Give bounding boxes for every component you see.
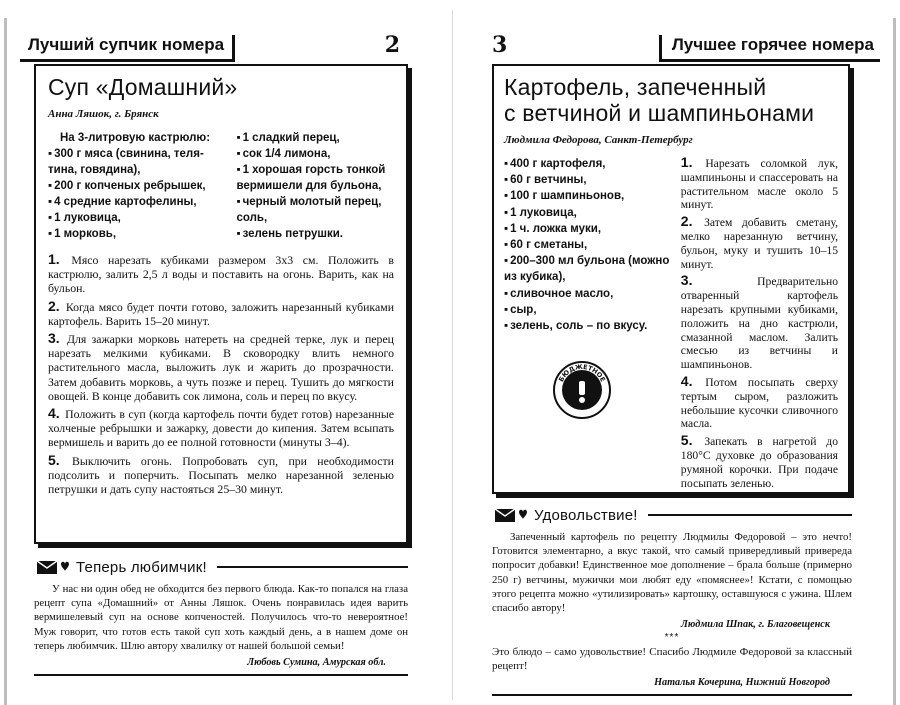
ingredient-item: ▪ сыр, — [504, 302, 675, 318]
recipe-body — [504, 156, 838, 493]
letter-text: Запеченный картофель по рецепту Людмилы Федоровой – это нечто! Готовится элементарно, а вкус такой, что самый привередливый привереда попросит добавки! Единственное мое дополнение – брала больше (примерно 250 г) ветчины, мужички мои любят еду «помяснее»! Кстати, с помощью этого рецепта можно «утилизировать» картошку, оставшуюся с ужина. Шлем спасибо автору! — [492, 531, 852, 615]
recipe-title-line-2: с ветчиной и шампиньонами — [504, 100, 815, 126]
recipe-title: Суп «Домашний» — [48, 74, 238, 100]
ingredient-item: ▪ 100 г шампиньонов, — [504, 188, 675, 204]
ingredient-item: ▪ 400 г картофеля, — [504, 156, 675, 172]
letter-signature: Любовь Сумина, Амурская обл. — [247, 657, 386, 669]
letter-title: Удовольствие! — [534, 506, 638, 524]
ingredient-item: ▪ зелень петрушки. — [236, 226, 394, 242]
right-page — [492, 28, 880, 700]
ingredient-item: ▪ черный молотый перец, соль, — [236, 194, 394, 226]
recipe-steps — [48, 252, 394, 496]
section-title: Лучшее горячее номера — [659, 35, 880, 62]
ingredient-item: ▪ 1 хорошая горсть тонкой вермишели для бульона, — [236, 162, 394, 194]
ingredient-item: ▪ 60 г сметаны, — [504, 237, 675, 253]
step-text: Нарезать соломкой лук, шампиньоны и спассеровать на растительном масле около 5 минут. — [680, 157, 838, 212]
recipe-step — [48, 331, 394, 403]
ingredient-item: ▪ сок 1/4 лимона, — [236, 146, 394, 162]
ingredients-column-1 — [48, 130, 230, 242]
recipe-step — [48, 406, 394, 450]
step-text: Положить в суп (когда картофель почти будет готов) нарезанные холченые ребрышки и зажарку, довести до кипения. Затем всыпать вермишель и варить до ее полной готовности (минуты 3–4). — [48, 407, 394, 450]
ingredient-item: ▪ зелень, соль – по вкусу. — [504, 318, 675, 334]
left-running-header — [20, 28, 410, 62]
section-title: Лучший супчик номера — [20, 35, 235, 62]
letter-header — [492, 506, 852, 524]
letter-signature: Людмила Шпак, г. Благовещенск — [680, 619, 830, 631]
letter-signature-2: Наталья Кочерина, Нижний Новгород — [654, 677, 830, 689]
step-number: 4. — [680, 372, 693, 389]
envelope-heart-icon — [492, 506, 528, 524]
ingredients-intro: На 3-литровую кастрюлю: — [60, 132, 211, 144]
step-number: 5. — [680, 432, 693, 449]
step-number: 3. — [680, 272, 693, 289]
left-edge-shadow — [4, 18, 7, 705]
step-number: 3. — [48, 330, 60, 347]
letter-bottom-rule — [34, 674, 408, 676]
recipe-step — [48, 252, 394, 296]
recipe-steps — [681, 156, 838, 493]
ingredients — [504, 156, 675, 493]
ingredient-item: ▪ 200–300 мл бульона (можно из кубика), — [504, 253, 675, 285]
step-text: Предварительно отваренный картофель нарезать крупными кубиками, положить на дно кастрюли, смазанной маслом. Залить смесью из ветчины и шампиньонов. — [680, 275, 838, 372]
left-page — [20, 28, 410, 700]
letter-title: Теперь любимчик! — [76, 558, 207, 576]
envelope-heart-icon — [34, 558, 70, 576]
potato-recipe-box — [492, 64, 850, 494]
ingredient-item: ▪ 60 г ветчины, — [504, 172, 675, 188]
letter-header — [34, 558, 408, 576]
soup-recipe-box — [34, 64, 408, 544]
recipe-author: Анна Ляшок, г. Брянск — [48, 108, 159, 120]
budget-badge-icon — [552, 360, 612, 420]
ingredients — [48, 130, 394, 242]
step-text: Запекать в нагретой до 180°С духовке до образования румяной корочки. При подаче посыпать зеленью. — [680, 435, 838, 490]
page-number: 3 — [492, 32, 508, 58]
letter-title-rule — [648, 514, 852, 516]
letter-text: У нас ни один обед не обходится без первого блюда. Как-то попался на глаза рецепт супа «Домашний» от Анны Ляшок. Очень понравилась идея варить вермишелевый суп на основе копченостей. Получилось что-то невероятное! Муж говорит, что готов есть такой суп хоть каждый день, а в нашем доме он теперь любимчик. Шлю автору хвалилку от нашей большой семьи! — [34, 583, 408, 652]
step-text: Мясо нарезать кубиками размером 3х3 см. Положить в кастрюлю, залить 2,5 л воды и поставить на огонь. Варить, как на бульон. — [48, 253, 394, 296]
ingredient-item: ▪ 300 г мяса (свинина, теля-тина, говядина), — [48, 146, 230, 178]
step-number: 1. — [680, 154, 693, 170]
step-text: Затем добавить сметану, мелко нарезанную ветчину, бульон, муку и тушить 10–15 минут. — [680, 216, 838, 271]
letter-bottom-rule — [492, 694, 852, 696]
reader-letter — [492, 506, 852, 696]
step-number: 1. — [48, 251, 60, 267]
ingredient-item: ▪ 1 морковь, — [48, 226, 230, 242]
reader-letter — [34, 558, 408, 676]
letter-title-rule — [217, 566, 408, 568]
right-edge-shadow — [893, 18, 896, 705]
recipe-step — [680, 372, 838, 431]
step-number: 2. — [680, 213, 693, 230]
step-text: Потом посыпать сверху тертым сыром, разложить небольшие кусочки сливочного масла. — [680, 375, 838, 431]
step-text: Выключить огонь. Попробовать суп, при необходимости подсолить и поперчить. Посыпать мелко нарезанной зеленью петрушки и дать супу настояться 25–30 минут. — [48, 453, 394, 497]
recipe-step — [681, 274, 838, 372]
spine-fold — [452, 10, 453, 700]
step-text: Для зажарки морковь натереть на средней терке, лук и перец нарезать мелкими кубиками. В сковородку влить немного растительного масла, выложить лук и жарить до прозрачности. Затем добавить морковь, а чуть позже и перец. Тушить до мягкости овощей. В конце добавить сок лимона, соль и перец по вкусу. — [48, 332, 394, 403]
recipe-title-line-1: Картофель, запеченный — [504, 74, 767, 100]
ingredient-item: ▪ 1 луковица, — [504, 205, 675, 221]
recipe-author: Людмила Федорова, Санкт-Петербург — [504, 134, 693, 146]
step-number: 4. — [48, 405, 60, 422]
separator-stars: *** — [664, 632, 680, 644]
recipe-step — [681, 215, 838, 271]
step-number: 2. — [48, 297, 60, 314]
ingredient-item: ▪ 1 луковица, — [48, 210, 230, 226]
page-number: 2 — [384, 32, 400, 58]
recipe-step — [681, 156, 838, 212]
ingredients-column-2 — [230, 130, 394, 242]
badge-text: БЮДЖЕТНОЕ — [557, 362, 607, 384]
ingredient-item: ▪ сливочное масло, — [504, 286, 675, 302]
recipe-title — [504, 74, 838, 126]
step-text: Когда мясо будет почти готово, заложить нарезанный кубиками картофель. Варить 15–20 минут. — [48, 299, 395, 328]
ingredient-item: ▪ 200 г копченых ребрышек, — [48, 178, 230, 194]
recipe-step — [681, 434, 838, 490]
right-running-header — [492, 28, 880, 62]
recipe-step — [48, 299, 394, 328]
ingredient-item: ▪ 1 ч. ложка муки, — [504, 221, 675, 237]
letter-text-2: Это блюдо – само удовольствие! Спасибо Людмиле Федоровой за классный рецепт! — [492, 646, 852, 673]
ingredient-item: ▪ 4 средние картофелины, — [48, 194, 230, 210]
ingredient-item: ▪ 1 сладкий перец, — [236, 130, 394, 146]
step-number: 5. — [48, 451, 60, 468]
recipe-step — [48, 453, 394, 497]
